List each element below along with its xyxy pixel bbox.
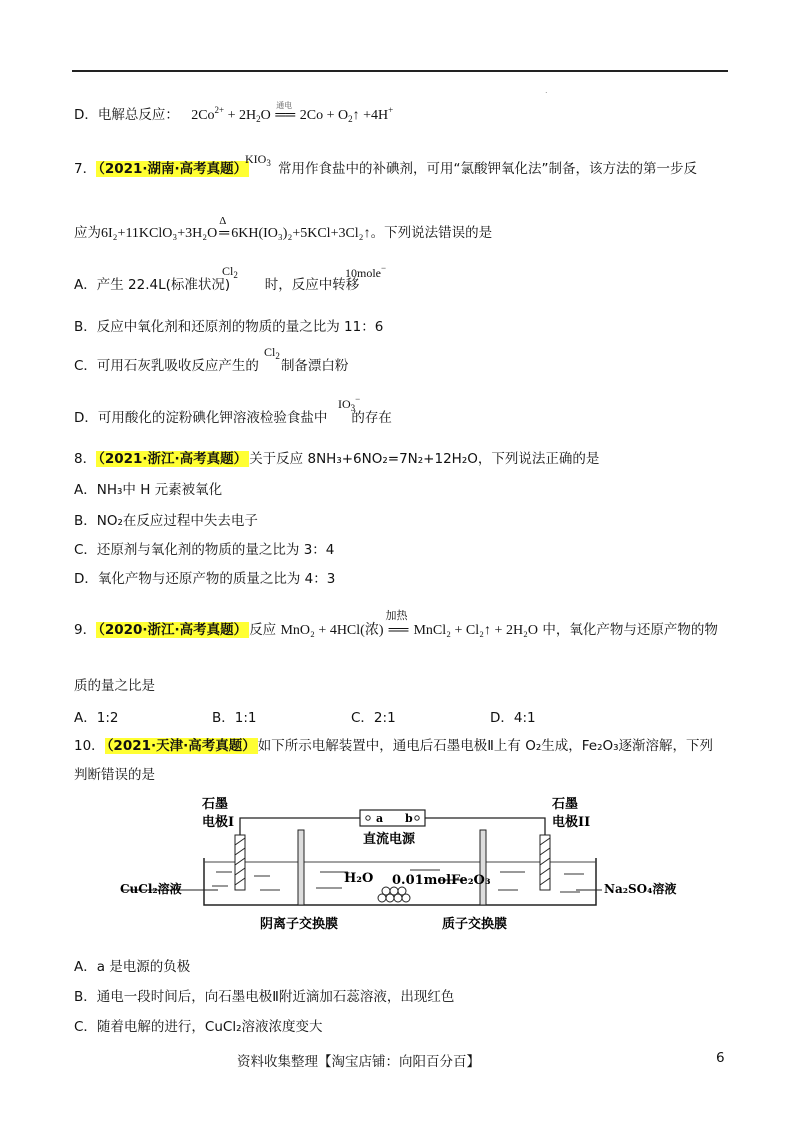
- fe2o3-label: 0.01molFe₂O₃: [392, 873, 491, 888]
- q8-option-b: B．NO₂在反应过程中失去电子: [74, 513, 258, 529]
- q7-stem-text: 常用作食盐中的补碘剂，可用“氯酸钾氧化法”制备，该方法的第一步反: [278, 161, 697, 177]
- q6-d-formula: $2Co^{2+} + 2H_2O$ 通电 ══ $2Co + O_2↑ +4H^+$: [191, 101, 394, 124]
- q10-stem-line2: 判断错误的是: [74, 767, 155, 783]
- q10-stem-line1: 10． （2021·天津·高考真题） 如下所示电解装置中，通电后石墨电极Ⅱ上有 O₂生成，Fe₂O₃逐渐溶解，下列: [74, 738, 714, 754]
- q7-d-io3: $IO_3^-$: [338, 394, 361, 413]
- q9-stem: 9． （2020·浙江·高考真题） 反应 MnO₂ + 4HCl(浓) 加热 ══ MnCl₂ + Cl₂↑ + 2H₂O 中，氧化产物与还原产物的物: [74, 610, 718, 638]
- anion-membrane-label: 阴离子交换膜: [260, 917, 339, 932]
- fe2o3-particles: [378, 887, 410, 902]
- q8-stem: 8． （2021·浙江·高考真题） 关于反应 8NH₃+6NO₂=7N₂+12H₂O，下列说法正确的是: [74, 451, 600, 467]
- q9-option-b: B．1:1: [212, 710, 257, 726]
- page-number: 6: [716, 1050, 725, 1066]
- q7-option-b: B．反应中氧化剂和还原剂的物质的量之比为 11：6: [74, 319, 384, 335]
- q10-source-tag: （2021·天津·高考真题）: [106, 738, 256, 754]
- q8-option-c: C．还原剂与氧化剂的物质的量之比为 3：4: [74, 542, 335, 558]
- q7-equation: 6I₂+11KClO₃+3H₂O Δ ═ 6KH(IO₃)₂+5KCl+3Cl₂↑: [101, 215, 371, 241]
- proton-membrane-label: 质子交换膜: [442, 917, 508, 932]
- q7-c-cl2: $Cl_2$: [264, 345, 280, 361]
- na2so4-label: Na₂SO₄溶液: [604, 882, 677, 896]
- q10-option-a: A．a 是电源的负极: [74, 959, 191, 975]
- proton-membrane: [480, 830, 486, 905]
- cucl2-label: CuCl₂溶液: [120, 882, 182, 896]
- terminal-a-label: a: [376, 812, 384, 825]
- footer-text: 资料收集整理【淘宝店铺：向阳百分百】: [237, 1054, 480, 1070]
- electrode1-label-b: 电极I: [202, 815, 235, 830]
- q9-option-c: C．2:1: [351, 710, 396, 726]
- q7-stem-line2: 应为6I₂+11KClO₃+3H₂O Δ ═ 6KH(IO₃)₂+5KCl+3Cl₂↑。下列说法错误的是: [74, 215, 493, 241]
- q8-option-d: D．氧化产物与还原产物的质量之比为 4：3: [74, 571, 336, 587]
- header-dot: .: [545, 86, 548, 95]
- q10-option-b: B．通电一段时间后，向石墨电极Ⅱ附近滴加石蕊溶液，出现红色: [74, 989, 455, 1005]
- h2o-label: H₂O: [344, 871, 374, 886]
- q9-stem2: 质的量之比是: [74, 678, 155, 694]
- anion-membrane: [298, 830, 304, 905]
- q6-option-d: [74, 101, 394, 125]
- q7-option-a: A．产生 22.4L(标准状况) 时，反应中转移: [74, 277, 360, 293]
- q7-a-electrons: 10mole−: [345, 263, 387, 280]
- q9-source-tag: （2020·浙江·高考真题）: [98, 622, 248, 638]
- electrode1-label: 石墨: [202, 797, 229, 812]
- q7-stem-line1: 7． （2021·湖南·高考真题）: [74, 161, 248, 177]
- electrode2-label-b: 电极II: [552, 815, 591, 830]
- q10-option-c: C．随着电解的进行，CuCl₂溶液浓度变大: [74, 1019, 323, 1035]
- electrode2-label: 石墨: [552, 797, 579, 812]
- electrolysis-diagram: [120, 790, 680, 940]
- power-source-label: 直流电源: [363, 832, 416, 847]
- q8-option-a: A．NH₃中 H 元素被氧化: [74, 482, 223, 498]
- q9-option-d: D．4:1: [490, 710, 536, 726]
- terminal-b-label: b: [405, 812, 413, 825]
- q7-source-tag: （2021·湖南·高考真题）: [98, 161, 248, 177]
- q9-option-a: A．1:2: [74, 710, 119, 726]
- q7-option-d: D．可用酸化的淀粉碘化钾溶液检验食盐中 的存在: [74, 410, 392, 426]
- q8-source-tag: （2021·浙江·高考真题）: [98, 451, 248, 467]
- q7-kio3: $KIO_3$: [245, 152, 271, 168]
- header-rule: [72, 70, 728, 72]
- q7-a-cl2: $Cl_2$: [222, 264, 238, 280]
- q6-d-prefix: D．电解总反应：: [74, 107, 179, 123]
- q9-equation: MnO₂ + 4HCl(浓) 加热 ══ MnCl₂ + Cl₂↑ + 2H₂O: [280, 610, 539, 638]
- q7-option-c: C．可用石灰乳吸收反应产生的 制备漂白粉: [74, 358, 349, 374]
